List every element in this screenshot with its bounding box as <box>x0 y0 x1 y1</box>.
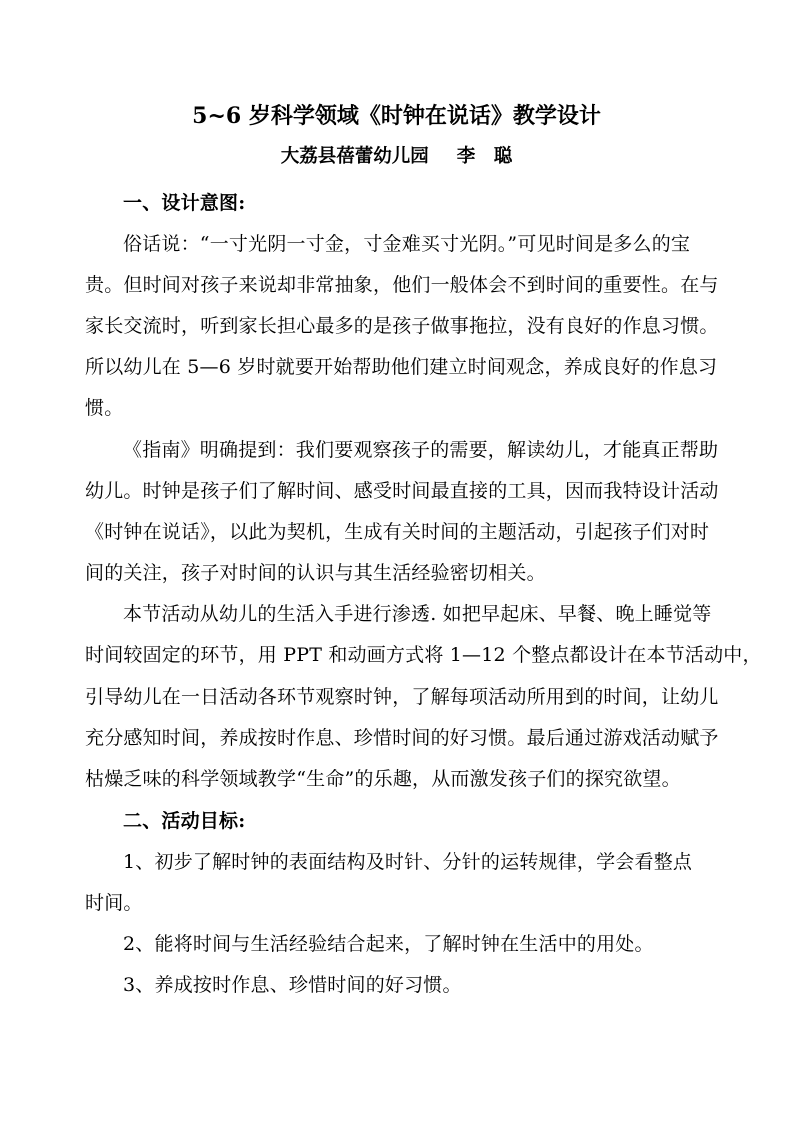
document-title: 5~6 岁科学领域《时钟在说话》教学设计 <box>192 103 601 129</box>
goal-item: 2、能将时间与生活经验结合起来，了解时钟在生活中的用处。 <box>123 933 654 955</box>
paragraph-line: 幼儿。时钟是孩子们了解时间、感受时间最直接的工具，因而我特设计活动 <box>85 480 719 502</box>
paragraph-line: 充分感知时间，养成按时作息、珍惜时间的好习惯。最后通过游戏活动赋予 <box>85 727 719 749</box>
paragraph-line: 间的关注，孩子对时间的认识与其生活经验密切相关。 <box>85 562 546 584</box>
paragraph-line: 俗话说：“一寸光阴一寸金，寸金难买寸光阴。”可见时间是多么的宝 <box>123 233 691 255</box>
goal-item: 1、初步了解时钟的表面结构及时针、分针的运转规律，学会看整点 <box>123 851 693 873</box>
paragraph-line: 所以幼儿在 5—6 岁时就要开始帮助他们建立时间观念，养成良好的作息习 <box>85 356 718 378</box>
school-name: 大荔县蓓蕾幼儿园 <box>280 146 429 167</box>
goal-item: 3、养成按时作息、珍惜时间的好习惯。 <box>123 974 462 996</box>
goal-item-continued: 时间。 <box>85 892 143 914</box>
paragraph-line: 惯。 <box>85 397 124 419</box>
author-name: 李 聪 <box>456 146 513 167</box>
paragraph-line: 本节活动从幼儿的生活入手进行渗透. 如把早起床、早餐、晚上睡觉等 <box>123 603 712 625</box>
paragraph-line: 枯燥乏味的科学领域教学“生命”的乐趣，从而激发孩子们的探究欲望。 <box>85 768 681 790</box>
paragraph-line: 时间较固定的环节，用 PPT 和动画方式将 1—12 个整点都设计在本节活动中， <box>85 644 762 666</box>
section-heading-activity-goals: 二、活动目标: <box>123 810 246 832</box>
paragraph-line: 《时钟在说话》，以此为契机，生成有关时间的主题活动，引起孩子们对时 <box>85 521 710 543</box>
paragraph-line: 贵。但时间对孩子来说却非常抽象，他们一般体会不到时间的重要性。在与 <box>85 274 719 296</box>
paragraph-line: 家长交流时，听到家长担心最多的是孩子做事拖拉，没有良好的作息习惯。 <box>85 315 719 337</box>
author-line <box>0 144 793 170</box>
section-heading-design-intent: 一、设计意图: <box>123 192 246 214</box>
paragraph-line: 《指南》明确提到：我们要观察孩子的需要，解读幼儿，才能真正帮助 <box>123 439 719 461</box>
paragraph-line: 引导幼儿在一日活动各环节观察时钟，了解每项活动所用到的时间，让幼儿 <box>85 686 719 708</box>
